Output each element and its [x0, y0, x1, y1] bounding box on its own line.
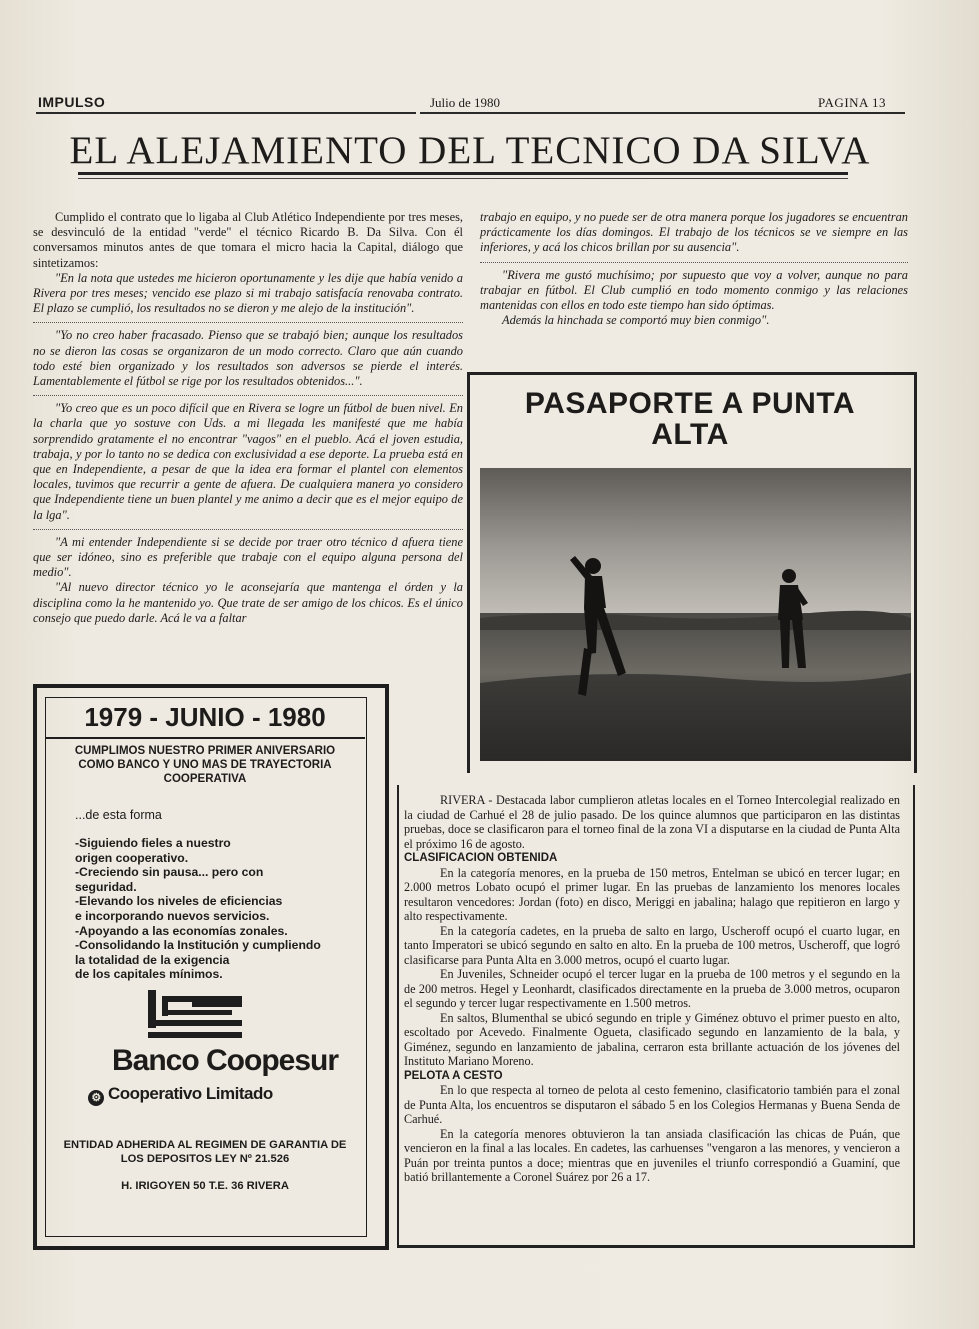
ad-anniversary-years: 1979 - JUNIO - 1980	[84, 702, 326, 732]
pasaporte-paragraph: En la categoría menores obtuvieron la tan ansiada clasificación las chicas de Puán, que vencieron en la final a las locales. En cadetes, las carhuenses "vengaron a las menores, y vencieron a Puán por treinta puntos a doce; mientras que en juveniles el triunfo correspondió a Guaminí, que batió brillantemente a Coronel Suárez por 26 a 17.	[404, 1126, 900, 1184]
athletes-photo	[480, 468, 911, 761]
ad-divider	[45, 737, 365, 739]
ad-list-line: origen cooperativo.	[75, 850, 189, 865]
headline-rule-thin	[78, 178, 848, 179]
bank-name: Banco Coopesur	[111, 1044, 339, 1077]
dotted-separator	[33, 529, 463, 530]
article-paragraph: Cumplido el contrato que lo ligaba al Club Atlético Independiente por tres meses, se desvinculó de la entidad "verde" el técnico Ricardo B. Da Silva. Con él conversamos minutos antes de que tomara el micro hacia la Capital, diálogo que sintetizamos:	[33, 210, 463, 270]
pasaporte-paragraph: En saltos, Blumenthal se ubicó segundo en triple y Giménez obtuvo el primer puesto en alto, escoltado por Acevedo. Finalmente Ogueta, clasificado segundo en lanzamiento de la bala, y Giménez, segundo en lanzamiento de jabalina, cerraron esta brillante actuación de los jóvenes del Instituto Mariano Moreno.	[404, 1010, 900, 1068]
ad-list	[75, 836, 365, 982]
article-paragraph: "Yo no creo haber fracasado. Pienso que se trabajó bien; aunque los resultados no se dieron las cosas se organizaron de un modo correcto. Claro que aún cuando todo esté bien organizado y los resultados son adversos se pierde el interés. Lamentablemente el fútbol se rige por los resultados obtenidos...".	[33, 328, 463, 389]
pasaporte-paragraph: En la categoría cadetes, en la prueba de salto en largo, Uscheroff ocupó el cuarto lugar, en tanto Imperatori se ubicó segundo en salto en alto. En la prueba de 100 metros, Uscheroff, que logró clasificarse para Punta Alta en 3.000 metros, ocupó el cuarto lugar.	[404, 923, 900, 967]
ad-guarantee: ENTIDAD ADHERIDA AL REGIMEN DE GARANTIA DE LOS DEPOSITOS LEY Nº 21.526	[63, 1139, 347, 1165]
article-left-column	[33, 210, 463, 626]
publication-name: IMPULSO	[38, 94, 106, 110]
ad-list-line: de los capitales mínimos.	[75, 967, 223, 982]
article-paragraph: "Al nuevo director técnico yo le aconsejaría que mantenga el órden y la disciplina como la he mantenido yo. Que trate de ser amigo de los chicos. Es el único consejo que puedo darle. Acá le va a faltar	[33, 580, 463, 625]
pasaporte-article	[404, 793, 900, 1185]
pasaporte-title: PASAPORTE A PUNTA ALTA	[524, 387, 856, 451]
dotted-separator	[33, 322, 463, 323]
bank-logo-icon	[140, 990, 250, 1044]
article-paragraph: trabajo en equipo, y no puede ser de otra manera porque los jugadores se encuentran prácticamente los días domingos. El trabajo de los técnicos se ve siempre en las inferiores, y acá los chicos brillan por su ausencia".	[480, 210, 908, 255]
issue-date: Julio de 1980	[430, 95, 501, 110]
ad-list-line: -Apoyando a las economías zonales.	[75, 923, 288, 938]
bank-type	[88, 1084, 288, 1106]
article-paragraph: "A mi entender Independiente si se decide por traer otro técnico d afuera tiene que ser idóneo, sino es preferible que trabaje con el equipo alguna persona del medio".	[33, 534, 463, 580]
ad-intro: ...de esta forma	[75, 808, 162, 822]
ad-list-line: seguridad.	[75, 879, 137, 894]
article-paragraph: "Yo creo que es un poco difícil que en Rivera se logre un fútbol de buen nivel. En la charla que yo sostuve con Uds. a mi llegada les manifesté que me había sorprendido gratamente el no encontrar "vagos" en el pueblo. Acá el joven estudia, trabaja, y por lo tanto no se dedica con exclusividad a ese deporte. La prueba está en que en Independiente, a pesar de que la idea era formar el plantel con elementos locales, tuvimos que recurrir a gente de afuera. De cualquiera manera yo considero que Independiente tiene un buen plantel y me animo a decir que es el mejor equipo de la lga".	[33, 401, 463, 522]
header-rule-right	[420, 112, 905, 114]
pasaporte-paragraph: En la categoría menores, en la prueba de 150 metros, Entelman se ubicó en tercer lugar; en 2.000 metros Lobato ocupó el primer lugar. En las pruebas de lanzamiento los menores locales resultaron vencedores: Jordan (foto) en disco, Meriggi en jabalina; halago que repitieron en largo y alto respectivamente.	[404, 865, 900, 923]
dotted-separator	[33, 395, 463, 396]
header-rule-left	[36, 112, 416, 114]
article-paragraph: "Rivera me gustó muchísimo; por supuesto que voy a volver, aunque no para trabajar en fútbol. El Club cumplió en todo momento conmigo y las relaciones mantenidas con ellos en todo este tiempo han sido óptimas.	[480, 267, 908, 313]
dotted-separator	[480, 262, 908, 263]
article-paragraph: "En la nota que ustedes me hicieron oportunamente y les dije que había venido a Rivera por tres meses; vencido ese plazo si mi trabajo satisfacía renovaba contrato. El plazo se cumplió, los resultados no se dieron y me alejo de la institución".	[33, 270, 463, 316]
page-number: PAGINA 13	[818, 95, 886, 110]
section-heading: CLASIFICACION OBTENIDA	[404, 852, 558, 864]
headline: EL ALEJAMIENTO DEL TECNICO DA SILVA	[69, 129, 871, 172]
bank-type-label: Cooperativo Limitado	[108, 1084, 273, 1103]
section-heading: PELOTA A CESTO	[404, 1069, 503, 1082]
article-paragraph: Además la hinchada se comportó muy bien conmigo".	[502, 313, 770, 328]
ad-list-line: la totalidad de la exigencia	[75, 952, 230, 967]
cooperative-icon: ⚙	[88, 1090, 104, 1106]
headline-rule	[78, 172, 848, 175]
pasaporte-paragraph: En Juveniles, Schneider ocupó el tercer lugar en la prueba de 100 metros y el segundo en la de 200 metros. Hegel y Leonhardt, clasificados directamente en la prueba de 3.000 metros, ocuparon el segundo y tercer lugar respectivamente en 1.500 metros.	[404, 967, 900, 1010]
ad-list-line: -Siguiendo fieles a nuestro	[75, 836, 231, 850]
ad-subtitle: CUMPLIMOS NUESTRO PRIMER ANIVERSARIO COMO BANCO Y UNO MAS DE TRAYECTORIA COOPERATIVA	[74, 745, 336, 785]
ad-address: H. IRIGOYEN 50 T.E. 36 RIVERA	[121, 1180, 289, 1192]
pasaporte-paragraph: En lo que respecta al torneo de pelota al cesto femenino, clasificatorio también para el zonal de Punta Alta, los encuentros se disputaron el sábado 5 en los Colegios Hermanas y Buena Senda de Carhué.	[404, 1083, 900, 1126]
ad-list-line: -Consolidando la Institución y cumpliendo	[75, 938, 321, 953]
article-right-column	[480, 210, 908, 328]
ad-list-line: -Creciendo sin pausa... pero con	[75, 865, 264, 880]
pasaporte-paragraph: RIVERA - Destacada labor cumplieron atletas locales en el Torneo Intercolegial realizado en la ciudad de Carhué el 28 de julio pasado. De los quince alumnos que participaron en las distintas pruebas, doce se clasificaron para el torneo final de la zona VI a disputarse en la ciudad de Punta Alta el próximo 16 de agosto.	[404, 793, 900, 851]
ad-list-line: -Elevando los niveles de eficiencias	[75, 894, 283, 909]
ad-list-line: e incorporando nuevos servicios.	[75, 908, 270, 923]
